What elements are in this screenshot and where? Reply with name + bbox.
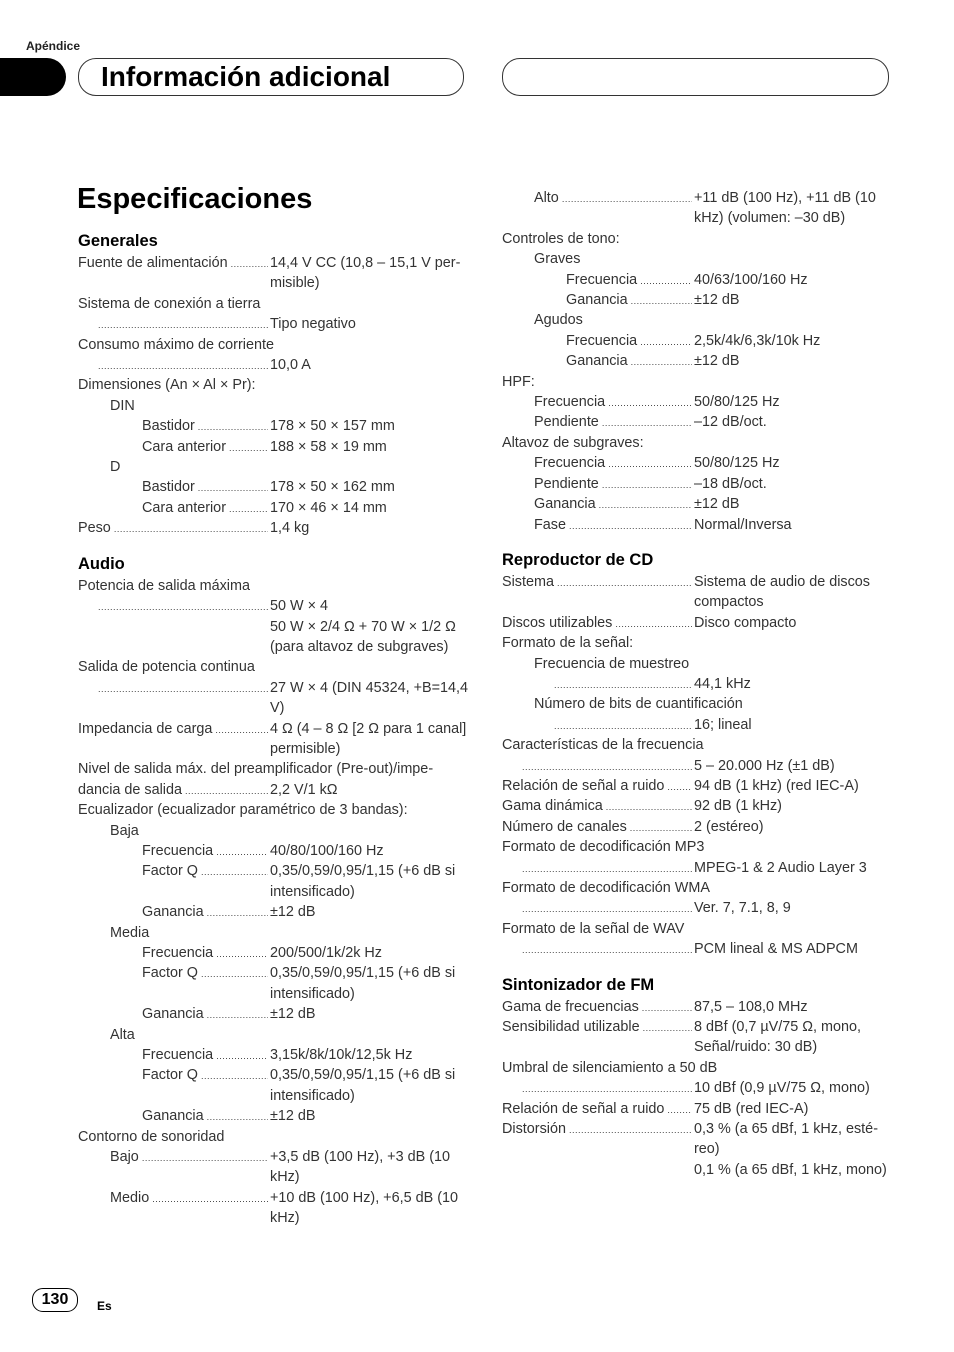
spec-group-label: HPF: bbox=[502, 373, 535, 390]
leader-dots bbox=[608, 392, 692, 413]
spec-group-label: Ecualizador (ecualizador paramétrico de 3 bandas): bbox=[78, 802, 408, 819]
leader-dots bbox=[631, 290, 692, 311]
left-spec-column bbox=[78, 230, 468, 1229]
leader-dots bbox=[615, 613, 692, 634]
spec-row bbox=[502, 188, 894, 229]
leader-dots bbox=[569, 515, 692, 536]
spec-group-label: DIN bbox=[110, 397, 135, 414]
spec-value: 44,1 kHz bbox=[694, 675, 751, 692]
spec-row bbox=[78, 841, 468, 861]
spec-value: –18 dB/oct. bbox=[694, 475, 767, 492]
spec-row bbox=[502, 613, 894, 633]
leader-dots bbox=[207, 1106, 268, 1127]
spec-value: Disco compacto bbox=[694, 614, 797, 631]
leader-dots bbox=[569, 1119, 692, 1140]
leader-dots bbox=[142, 1147, 268, 1168]
leader-dots bbox=[606, 796, 692, 817]
leader-dots bbox=[198, 416, 268, 437]
spec-label: Bastidor bbox=[142, 479, 195, 496]
spec-value: Tipo negativo bbox=[270, 316, 356, 333]
spec-row bbox=[502, 515, 894, 535]
spec-value: 0,35/0,59/0,95/1,15 (+6 dB si intensificado) bbox=[270, 1067, 456, 1104]
spec-group-label: Controles de tono: bbox=[502, 230, 620, 247]
spec-label: Frecuencia bbox=[534, 394, 606, 411]
spec-label: Distorsión bbox=[502, 1121, 566, 1138]
spec-value: 0,35/0,59/0,95/1,15 (+6 dB si intensificado) bbox=[270, 863, 456, 900]
spec-row bbox=[502, 474, 894, 494]
spec-group-label: Nivel de salida máx. del preamplificador (Pre-out)/impe- bbox=[78, 761, 434, 778]
spec-row bbox=[78, 1147, 468, 1188]
spec-group-label: Media bbox=[110, 924, 150, 941]
spec-row bbox=[78, 416, 468, 436]
spec-group-label: Salida de potencia continua bbox=[78, 659, 255, 676]
leader-dots bbox=[207, 1004, 268, 1025]
spec-group-label: Altavoz de subgraves: bbox=[502, 434, 644, 451]
spec-value: 50/80/125 Hz bbox=[694, 394, 780, 411]
spec-row bbox=[502, 939, 894, 959]
spec-value: Ver. 7, 7.1, 8, 9 bbox=[694, 900, 791, 917]
spec-group-label: Número de bits de cuantificación bbox=[534, 696, 743, 713]
leader-dots bbox=[640, 331, 692, 352]
leader-dots bbox=[642, 997, 692, 1018]
spec-row bbox=[502, 858, 894, 878]
spec-value: 1,4 kg bbox=[270, 520, 310, 537]
spec-label: Gama dinámica bbox=[502, 798, 603, 815]
spec-value: PCM lineal & MS ADPCM bbox=[694, 941, 858, 958]
spec-row bbox=[78, 1065, 468, 1106]
spec-group-label: Características de la frecuencia bbox=[502, 737, 704, 754]
spec-label: Frecuencia bbox=[566, 271, 638, 288]
spec-row bbox=[78, 678, 468, 719]
spec-row bbox=[78, 1045, 468, 1065]
spec-row bbox=[502, 572, 894, 613]
spec-row bbox=[502, 1078, 894, 1098]
leader-dots bbox=[229, 437, 268, 458]
spec-label: Impedancia de carga bbox=[78, 720, 213, 737]
section-heading: Reproductor de CD bbox=[502, 550, 654, 569]
spec-group-label: Consumo máximo de corriente bbox=[78, 336, 274, 353]
spec-row bbox=[502, 494, 894, 514]
spec-value: 200/500/1k/2k Hz bbox=[270, 945, 382, 961]
spec-value: 178 × 50 × 162 mm bbox=[270, 479, 395, 496]
spec-value: 40/80/100/160 Hz bbox=[270, 842, 384, 859]
leader-dots bbox=[554, 715, 692, 736]
spec-value: 0,35/0,59/0,95/1,15 (+6 dB si intensificado) bbox=[270, 965, 456, 1002]
spec-label: Bastidor bbox=[142, 418, 195, 435]
spec-value: 4 Ω (4 – 8 Ω [2 Ω para 1 canal] permisible) bbox=[270, 720, 467, 757]
spec-row bbox=[502, 796, 894, 816]
leader-dots bbox=[216, 841, 268, 862]
spec-value: +11 dB (100 Hz), +11 dB (10 kHz) (volumen: –30 dB) bbox=[694, 190, 876, 227]
spec-row bbox=[78, 1188, 468, 1229]
spec-label: Factor Q bbox=[142, 863, 198, 880]
page-number: 130 bbox=[32, 1288, 78, 1312]
spec-value: Sistema de audio de discos compactos bbox=[694, 573, 870, 611]
spec-label: Alto bbox=[534, 190, 559, 206]
leader-dots bbox=[229, 498, 268, 519]
leader-dots bbox=[608, 453, 692, 474]
section-heading: Sintonizador de FM bbox=[502, 975, 655, 994]
spec-value: ±12 dB bbox=[694, 496, 740, 513]
leader-dots bbox=[201, 1065, 268, 1086]
leader-dots bbox=[207, 902, 268, 923]
right-spec-column bbox=[502, 188, 894, 1180]
spec-value: 50 W × 2/4 Ω + 70 W × 1/2 Ω (para altavoz de subgraves) bbox=[270, 618, 456, 655]
spec-label: Ganancia bbox=[534, 496, 596, 513]
spec-label: Medio bbox=[110, 1189, 150, 1206]
spec-group-label: Formato de decodificación MP3 bbox=[502, 839, 705, 856]
section-heading: Audio bbox=[78, 554, 125, 573]
spec-label: Gama de frecuencias bbox=[502, 998, 639, 1015]
spec-label: Discos utilizables bbox=[502, 614, 613, 631]
spec-label: Cara anterior bbox=[142, 438, 226, 455]
spec-label: Bajo bbox=[110, 1149, 139, 1166]
spec-row bbox=[78, 963, 468, 1004]
spec-label: Relación de señal a ruido bbox=[502, 777, 665, 794]
language-code: Es bbox=[97, 1299, 112, 1313]
spec-row bbox=[78, 596, 468, 616]
spec-label: Sensibilidad utilizable bbox=[502, 1019, 640, 1036]
spec-group-label: Dimensiones (An × Al × Pr): bbox=[78, 377, 256, 394]
spec-group-label: Formato de la señal: bbox=[502, 635, 634, 652]
section-tab-marker bbox=[0, 58, 66, 96]
spec-value: –12 dB/oct. bbox=[694, 414, 767, 431]
spec-label: Ganancia bbox=[566, 353, 628, 370]
spec-row bbox=[502, 898, 894, 918]
spec-value: ±12 dB bbox=[270, 904, 316, 921]
spec-row bbox=[502, 1017, 894, 1058]
spec-group-label: Sistema de conexión a tierra bbox=[78, 295, 261, 312]
leader-dots bbox=[185, 780, 268, 801]
spec-row bbox=[78, 719, 468, 760]
header-title-box bbox=[78, 58, 464, 96]
spec-row bbox=[78, 861, 468, 902]
spec-value: 0,3 % (a 65 dBf, 1 kHz, estéreo) bbox=[694, 1121, 878, 1158]
spec-value: 50/80/125 Hz bbox=[694, 455, 780, 472]
spec-row bbox=[502, 1160, 894, 1180]
spec-row bbox=[78, 477, 468, 497]
spec-row bbox=[78, 1106, 468, 1126]
spec-value: 40/63/100/160 Hz bbox=[694, 271, 808, 288]
spec-value: ±12 dB bbox=[694, 292, 740, 309]
spec-label: Factor Q bbox=[142, 965, 198, 982]
spec-row bbox=[502, 817, 894, 837]
header-title: Información adicional bbox=[101, 61, 391, 92]
spec-value: 2,2 V/1 kΩ bbox=[270, 781, 338, 798]
spec-value: 87,5 – 108,0 MHz bbox=[694, 998, 808, 1015]
header-empty-box bbox=[502, 58, 889, 96]
spec-value: Normal/Inversa bbox=[694, 516, 792, 533]
leader-dots bbox=[201, 861, 268, 882]
spec-label: Fuente de alimentación bbox=[78, 255, 228, 271]
leader-dots bbox=[643, 1017, 692, 1038]
spec-row bbox=[502, 453, 894, 473]
spec-label: Pendiente bbox=[534, 414, 599, 431]
spec-value: 2,5k/4k/6,3k/10k Hz bbox=[694, 332, 821, 349]
spec-value: 178 × 50 × 157 mm bbox=[270, 418, 395, 435]
spec-value: +10 dB (100 Hz), +6,5 dB (10 kHz) bbox=[270, 1189, 458, 1227]
spec-label: Frecuencia bbox=[534, 455, 606, 472]
leader-dots bbox=[215, 719, 268, 740]
spec-value: 3,15k/8k/10k/12,5k Hz bbox=[270, 1047, 413, 1064]
spec-row bbox=[78, 943, 468, 963]
spec-label: Sistema bbox=[502, 573, 554, 590]
leader-dots bbox=[602, 474, 692, 495]
leader-dots bbox=[98, 314, 268, 335]
leader-dots bbox=[231, 253, 268, 274]
leader-dots bbox=[640, 270, 692, 291]
spec-row bbox=[78, 617, 468, 658]
spec-group-label: Potencia de salida máxima bbox=[78, 577, 250, 594]
spec-row bbox=[78, 437, 468, 457]
spec-label: Frecuencia bbox=[566, 332, 638, 349]
leader-dots bbox=[522, 898, 692, 919]
spec-row bbox=[502, 290, 894, 310]
spec-row bbox=[78, 1004, 468, 1024]
leader-dots bbox=[522, 939, 692, 960]
spec-value: +3,5 dB (100 Hz), +3 dB (10 kHz) bbox=[270, 1149, 450, 1186]
leader-dots bbox=[599, 494, 692, 515]
leader-dots bbox=[98, 355, 268, 376]
section-tag: Apéndice bbox=[26, 39, 81, 53]
spec-group-label: Formato de decodificación WMA bbox=[502, 880, 710, 896]
spec-value: 14,4 V CC (10,8 – 15,1 V permisible) bbox=[270, 255, 461, 292]
spec-value: ±12 dB bbox=[270, 1108, 316, 1125]
spec-row bbox=[78, 253, 468, 294]
spec-group-label: Baja bbox=[110, 822, 139, 839]
spec-value: 5 – 20.000 Hz (±1 dB) bbox=[694, 757, 835, 774]
spec-label: Ganancia bbox=[142, 1006, 204, 1023]
spec-group-label: Agudos bbox=[534, 312, 583, 329]
spec-value: 2 (estéreo) bbox=[694, 818, 764, 835]
spec-value: 10,0 A bbox=[270, 357, 311, 374]
leader-dots bbox=[98, 678, 268, 699]
spec-row bbox=[502, 1119, 894, 1160]
spec-label: Relación de señal a ruido bbox=[502, 1100, 665, 1117]
page-title: Especificaciones bbox=[77, 183, 313, 215]
leader-dots bbox=[631, 351, 692, 372]
spec-row bbox=[78, 780, 468, 800]
leader-dots bbox=[522, 1078, 692, 1099]
spec-value: 27 W × 4 (DIN 45324, +B=14,4 V) bbox=[270, 679, 468, 717]
spec-value: MPEG-1 & 2 Audio Layer 3 bbox=[694, 859, 867, 876]
spec-label: Peso bbox=[78, 520, 111, 537]
leader-dots bbox=[201, 963, 268, 984]
spec-group-label: Formato de la señal de WAV bbox=[502, 920, 685, 937]
spec-row bbox=[502, 756, 894, 776]
spec-row bbox=[502, 412, 894, 432]
spec-label: Ganancia bbox=[142, 904, 204, 921]
spec-row bbox=[78, 498, 468, 518]
spec-row bbox=[78, 902, 468, 922]
spec-label: Frecuencia bbox=[142, 1047, 214, 1064]
spec-value: 50 W × 4 bbox=[270, 598, 328, 615]
spec-label: Fase bbox=[534, 516, 566, 533]
spec-row bbox=[502, 997, 894, 1017]
spec-row bbox=[78, 518, 468, 538]
spec-label: dancia de salida bbox=[78, 781, 183, 798]
spec-value: ±12 dB bbox=[694, 353, 740, 370]
spec-value: 16; lineal bbox=[694, 716, 752, 733]
spec-row bbox=[502, 392, 894, 412]
leader-dots bbox=[557, 572, 692, 593]
spec-value: 188 × 58 × 19 mm bbox=[270, 438, 387, 455]
spec-group-label: Frecuencia de muestreo bbox=[534, 655, 690, 672]
spec-label: Cara anterior bbox=[142, 499, 226, 516]
spec-group-label: Graves bbox=[534, 251, 581, 268]
spec-label: Frecuencia bbox=[142, 842, 214, 859]
leader-dots bbox=[522, 756, 692, 777]
spec-group-label: Contorno de sonoridad bbox=[78, 1128, 225, 1145]
spec-value: 75 dB (red IEC-A) bbox=[694, 1100, 809, 1117]
spec-value: 10 dBf (0,9 µV/75 Ω, mono) bbox=[694, 1080, 870, 1097]
spec-value: ±12 dB bbox=[270, 1006, 316, 1023]
spec-row bbox=[502, 270, 894, 290]
leader-dots bbox=[667, 1099, 692, 1120]
leader-dots bbox=[216, 943, 268, 964]
spec-row bbox=[78, 314, 468, 334]
leader-dots bbox=[522, 858, 692, 879]
leader-dots bbox=[667, 776, 692, 797]
leader-dots bbox=[98, 596, 268, 617]
spec-row bbox=[502, 715, 894, 735]
spec-row bbox=[502, 1099, 894, 1119]
spec-row bbox=[502, 351, 894, 371]
spec-group-label: D bbox=[110, 459, 121, 476]
spec-row bbox=[502, 776, 894, 796]
leader-dots bbox=[152, 1188, 268, 1209]
spec-row bbox=[78, 355, 468, 375]
spec-label: Ganancia bbox=[566, 292, 628, 309]
spec-group-label: Umbral de silenciamiento a 50 dB bbox=[502, 1059, 718, 1076]
spec-row bbox=[502, 331, 894, 351]
section-heading: Generales bbox=[78, 232, 158, 250]
spec-label: Número de canales bbox=[502, 818, 627, 835]
leader-dots bbox=[114, 518, 268, 539]
spec-label: Factor Q bbox=[142, 1067, 198, 1084]
spec-label: Ganancia bbox=[142, 1108, 204, 1125]
leader-dots bbox=[198, 477, 268, 498]
spec-value: 170 × 46 × 14 mm bbox=[270, 499, 387, 516]
spec-value: 94 dB (1 kHz) (red IEC-A) bbox=[694, 777, 859, 794]
leader-dots bbox=[602, 412, 692, 433]
spec-label: Frecuencia bbox=[142, 945, 214, 961]
spec-label: Pendiente bbox=[534, 475, 599, 492]
leader-dots bbox=[562, 188, 692, 209]
spec-row bbox=[502, 674, 894, 694]
spec-value: 8 dBf (0,7 µV/75 Ω, mono, Señal/ruido: 30 dB) bbox=[694, 1019, 862, 1056]
leader-dots bbox=[216, 1045, 268, 1066]
spec-value: 92 dB (1 kHz) bbox=[694, 798, 782, 815]
spec-group-label: Alta bbox=[110, 1026, 135, 1043]
leader-dots bbox=[630, 817, 692, 838]
spec-value: 0,1 % (a 65 dBf, 1 kHz, mono) bbox=[694, 1161, 887, 1178]
leader-dots bbox=[554, 674, 692, 695]
